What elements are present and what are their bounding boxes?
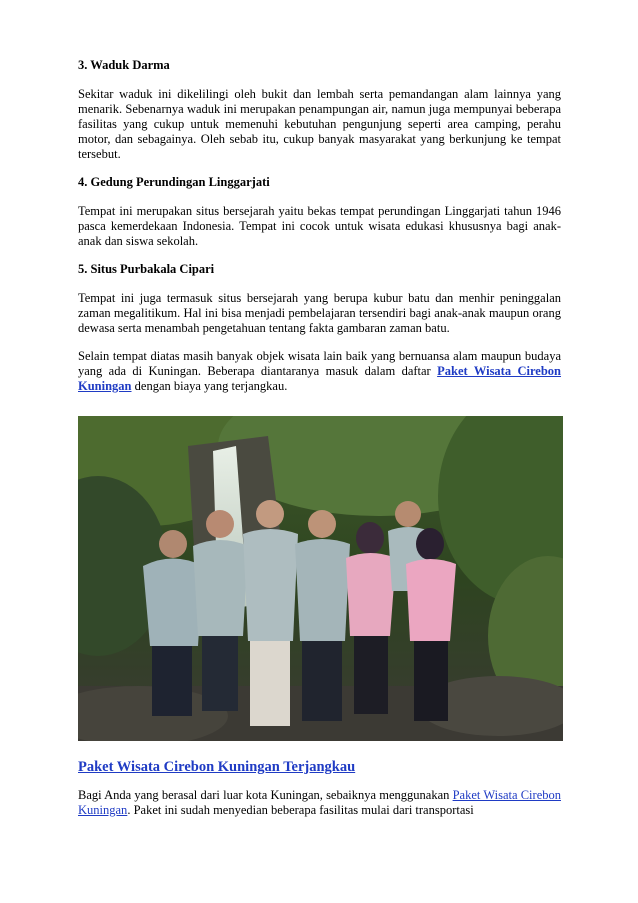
section-body-linggarjati: Tempat ini merupakan situs bersejarah yaitu bekas tempat perundingan Linggarjati tahun 1946 pasca kemerdekaan Indonesia. Tempat ini cocok untuk wisata edukasi khususnya bagi anak-anak dan siswa sekolah.	[78, 204, 561, 248]
paket-wisata-inline-link[interactable]: Paket Wisata Cirebon Kuningan	[78, 788, 561, 817]
paket-wisata-link[interactable]: Paket Wisata Cirebon Kuningan	[78, 364, 562, 393]
closing-paragraph	[78, 349, 561, 394]
section-body-cipari: Tempat ini juga termasuk situs bersejarah yang berupa kubur batu dan menhir peninggalan zaman megalitikum. Hal ini bisa menjadi pembelajaran tersendiri bagi anak-anak maupun orang dewasa serta menambah pengetahuan tentang fakta gambaran zaman batu.	[78, 291, 561, 335]
closing-text-before: Selain tempat diatas masih banyak objek wisata lain baik yang bernuansa alam maupun budaya yang ada di Kuningan. Beberapa diantaranya masuk dalam daftar	[78, 349, 561, 378]
section-heading-cipari: 5. Situs Purbakala Cipari	[78, 262, 215, 276]
article-body	[78, 58, 561, 394]
group-photo-waterfall	[78, 416, 563, 741]
section2-text-before: Bagi Anda yang berasal dari luar kota Kuningan, sebaiknya menggunakan	[78, 788, 453, 802]
section2-text-after: . Paket ini sudah menyedian beberapa fasilitas mulai dari transportasi	[127, 803, 474, 817]
section-heading-waduk-darma: 3. Waduk Darma	[78, 58, 170, 72]
paket-wisata-heading-link[interactable]: Paket Wisata Cirebon Kuningan Terjangkau	[78, 759, 356, 775]
section-heading-linggarjati: 4. Gedung Perundingan Linggarjati	[78, 175, 270, 189]
section-body-paket-wisata	[78, 788, 561, 818]
section-body-waduk-darma: Sekitar waduk ini dikelilingi oleh bukit dan lembah serta pemandangan alam lainnya yang menarik. Sebenarnya waduk ini merupakan penampungan air, namun juga mempunyai beberapa fasilitas yang cukup untuk memenuhi kebutuhan pengunjung seperti area camping, perahu motor, dan sebagainya. Oleh sebab itu, cukup banyak masyarakat yang berkunjung ke tempat tersebut.	[78, 87, 561, 161]
closing-text-after: dengan biaya yang terjangkau.	[131, 379, 288, 393]
section-heading-paket-wisata	[78, 758, 561, 776]
